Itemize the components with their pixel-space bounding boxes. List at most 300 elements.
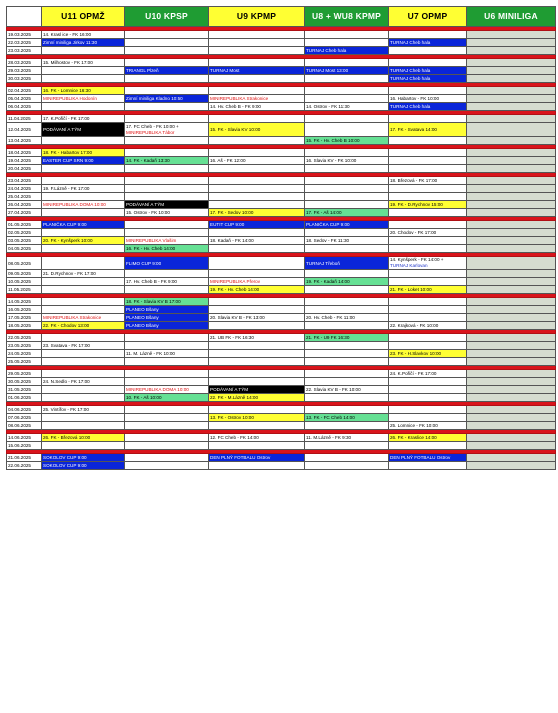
event-cell-u7-opmp[interactable]: 24. K.Pořičí - FK 17:00: [389, 370, 467, 378]
empty-cell-u6-miniliga: [467, 378, 556, 386]
empty-cell-u11-opmz: [42, 245, 125, 253]
empty-cell-u8-wu8-kpmp: [305, 123, 389, 137]
date-cell: 04.06.2025: [7, 406, 42, 414]
empty-cell-u8-wu8-kpmp: [305, 87, 389, 95]
column-header-u8-wu8-kpmp: U8 + WU8 KPMP: [305, 7, 389, 27]
empty-cell-u9-kpmp: [209, 31, 305, 39]
schedule-row: [7, 342, 556, 350]
date-cell: 11.05.2025: [7, 286, 42, 294]
date-cell: 01.06.2025: [7, 394, 42, 402]
empty-cell-u6-miniliga: [467, 201, 556, 209]
schedule-row: [7, 394, 556, 402]
date-cell: 16.05.2025: [7, 306, 42, 314]
event-cell-u9-kpmp[interactable]: PODÁVANÍ A TÝM: [209, 386, 305, 394]
date-cell: 21.06.2025: [7, 454, 42, 462]
event-cell-u9-kpmp[interactable]: 16. Aš - FK 12:00: [209, 157, 305, 165]
schedule-row: [7, 358, 556, 366]
schedule-row: [7, 193, 556, 201]
event-cell-u8-wu8-kpmp[interactable]: 16. Slavia KV - FK 10:00: [305, 157, 389, 165]
empty-cell-u9-kpmp: [209, 257, 305, 270]
event-cell-u11-opmz[interactable]: 21. D.Rychnov - FK 17:00: [42, 270, 125, 278]
event-cell-u7-opmp[interactable]: 22. Krajková - FK 10:00: [389, 322, 467, 330]
event-cell-u9-kpmp[interactable]: 21. UB FK - FK 16:30: [209, 334, 305, 342]
date-cell: 10.05.2025: [7, 278, 42, 286]
empty-cell-u9-kpmp: [209, 47, 305, 55]
empty-cell-u6-miniliga: [467, 334, 556, 342]
event-cell-u11-opmz[interactable]: 14. Krasl ice - FK 16:00: [42, 31, 125, 39]
empty-cell-u7-opmp: [389, 165, 467, 173]
empty-cell-u9-kpmp: [209, 177, 305, 185]
empty-cell-u11-opmz: [42, 229, 125, 237]
empty-cell-u10-kpsp: [125, 221, 209, 229]
empty-cell-u11-opmz: [42, 286, 125, 294]
empty-cell-u8-wu8-kpmp: [305, 165, 389, 173]
event-cell-u7-opmp[interactable]: 17. FK - Svatava 14:00: [389, 123, 467, 137]
event-cell-u11-opmz[interactable]: Zimní miniliga Jirkov 11:30: [42, 39, 125, 47]
empty-cell-u7-opmp: [389, 386, 467, 394]
empty-cell-u8-wu8-kpmp: [305, 201, 389, 209]
empty-cell-u7-opmp: [389, 442, 467, 450]
event-cell-u11-opmz[interactable]: EASTER CUP SRN 9:00: [42, 157, 125, 165]
empty-cell-u8-wu8-kpmp: [305, 350, 389, 358]
empty-cell-u9-kpmp: [209, 406, 305, 414]
empty-cell-u8-wu8-kpmp: [305, 394, 389, 402]
event-cell-u10-kpsp[interactable]: Zimní miniliga Kladno 10:50: [125, 95, 209, 103]
empty-cell-u10-kpsp: [125, 39, 209, 47]
empty-cell-u8-wu8-kpmp: [305, 270, 389, 278]
schedule-row: [7, 237, 556, 245]
empty-cell-u10-kpsp: [125, 414, 209, 422]
empty-cell-u8-wu8-kpmp: [305, 342, 389, 350]
empty-cell-u6-miniliga: [467, 245, 556, 253]
event-cell-u11-opmz[interactable]: PODÁVANÍ A TÝM: [42, 123, 125, 137]
event-cell-u11-opmz[interactable]: PLANIČKA CUP 9:00: [42, 221, 125, 229]
empty-cell-u8-wu8-kpmp: [305, 185, 389, 193]
empty-cell-u9-kpmp: [209, 298, 305, 306]
schedule-row: [7, 209, 556, 217]
empty-cell-u8-wu8-kpmp: [305, 245, 389, 253]
event-cell-u10-kpsp[interactable]: PLANEO Bšany: [125, 322, 209, 330]
empty-cell-u9-kpmp: [209, 165, 305, 173]
schedule-row: [7, 314, 556, 322]
empty-cell-u6-miniliga: [467, 47, 556, 55]
empty-cell-u7-opmp: [389, 221, 467, 229]
event-cell-u8-wu8-kpmp[interactable]: TURNAJ Třeboň: [305, 257, 389, 270]
schedule-row: [7, 87, 556, 95]
date-cell: 09.05.2025: [7, 270, 42, 278]
empty-cell-u10-kpsp: [125, 87, 209, 95]
event-cell-u9-kpmp[interactable]: 17. FK - Sedov 10:00: [209, 209, 305, 217]
date-cell: 22.03.2025: [7, 39, 42, 47]
date-cell: 07.06.2025: [7, 414, 42, 422]
event-cell-u9-kpmp[interactable]: MINIREPUBLIKA Strakonice: [209, 95, 305, 103]
date-cell: 19.03.2025: [7, 31, 42, 39]
event-cell-u9-kpmp[interactable]: 19. FK - Hv. Cheb 14:00: [209, 286, 305, 294]
empty-cell-u11-opmz: [42, 358, 125, 366]
event-cell-u11-opmz[interactable]: MINIREPUBLIKA Strakonice: [42, 314, 125, 322]
event-cell-u9-kpmp[interactable]: DEN PLNÝ FOTBALU Ostrov: [209, 454, 305, 462]
empty-cell-u6-miniliga: [467, 422, 556, 430]
empty-cell-u10-kpsp: [125, 454, 209, 462]
event-cell-u10-kpsp[interactable]: PLANEO Bšany: [125, 314, 209, 322]
empty-cell-u6-miniliga: [467, 75, 556, 83]
empty-cell-u7-opmp: [389, 209, 467, 217]
schedule-row: [7, 434, 556, 442]
event-cell-u11-opmz[interactable]: MINIREPUBLIKA DOMA 10:00: [42, 201, 125, 209]
event-cell-u11-opmz[interactable]: 15. Milhostov - FK 17:00: [42, 59, 125, 67]
event-cell-u10-kpsp[interactable]: 10. FK - Aš 10:00: [125, 394, 209, 402]
empty-cell-u7-opmp: [389, 47, 467, 55]
date-cell: 11.04.2025: [7, 115, 42, 123]
empty-cell-u7-opmp: [389, 59, 467, 67]
empty-cell-u8-wu8-kpmp: [305, 149, 389, 157]
event-cell-u11-opmz[interactable]: MINIREPUBLIKA Hodonín: [42, 95, 125, 103]
column-header-u10-kpsp: U10 KPSP: [125, 7, 209, 27]
event-cell-u8-wu8-kpmp[interactable]: 21. FK - U9 FK 16:30: [305, 334, 389, 342]
empty-cell-u9-kpmp: [209, 87, 305, 95]
event-cell-u11-opmz[interactable]: SOKOLOV CUP 9:00: [42, 462, 125, 470]
empty-cell-u7-opmp: [389, 414, 467, 422]
schedule-row: [7, 201, 556, 209]
date-cell: 24.04.2025: [7, 185, 42, 193]
event-cell-u8-wu8-kpmp[interactable]: 11. M.Lázně - FK 9:30: [305, 434, 389, 442]
empty-cell-u6-miniliga: [467, 31, 556, 39]
schedule-row: [7, 334, 556, 342]
empty-cell-u7-opmp: [389, 270, 467, 278]
empty-cell-u6-miniliga: [467, 386, 556, 394]
empty-cell-u11-opmz: [42, 370, 125, 378]
empty-cell-u10-kpsp: [125, 47, 209, 55]
date-cell: 13.04.2025: [7, 137, 42, 145]
empty-cell-u6-miniliga: [467, 270, 556, 278]
event-line-2: MINIREPUBLIKA Tábor: [126, 129, 175, 135]
empty-cell-u8-wu8-kpmp: [305, 462, 389, 470]
empty-cell-u6-miniliga: [467, 314, 556, 322]
empty-cell-u6-miniliga: [467, 209, 556, 217]
empty-cell-u9-kpmp: [209, 378, 305, 386]
event-cell-u7-opmp[interactable]: 19. FK - D.Rychnov 15:00: [389, 201, 467, 209]
event-cell-u9-kpmp[interactable]: 20. Slavia KV B - FK 13:00: [209, 314, 305, 322]
empty-cell-u9-kpmp: [209, 75, 305, 83]
empty-cell-u9-kpmp: [209, 245, 305, 253]
empty-cell-u7-opmp: [389, 314, 467, 322]
event-cell-u9-kpmp[interactable]: 12. FC Cheb - FK 14:00: [209, 434, 305, 442]
schedule-row: [7, 378, 556, 386]
empty-cell-u11-opmz: [42, 177, 125, 185]
empty-cell-u11-opmz: [42, 257, 125, 270]
empty-cell-u7-opmp: [389, 334, 467, 342]
schedule-row: [7, 67, 556, 75]
schedule-row: [7, 221, 556, 229]
schedule-row: [7, 454, 556, 462]
schedule-row: [7, 370, 556, 378]
empty-cell-u11-opmz: [42, 47, 125, 55]
event-cell-u9-kpmp[interactable]: MINIREPUBLIKA Přerov: [209, 278, 305, 286]
event-cell-u11-opmz[interactable]: 25. Vintířov - FK 17:00: [42, 406, 125, 414]
empty-cell-u7-opmp: [389, 462, 467, 470]
event-cell-u9-kpmp[interactable]: 15. FK - Slavia KV 10:00: [209, 123, 305, 137]
date-cell: 06.04.2025: [7, 103, 42, 111]
event-cell-u8-wu8-kpmp[interactable]: TURNAJ Cheb hala: [305, 47, 389, 55]
empty-cell-u6-miniliga: [467, 229, 556, 237]
date-cell: 23.04.2025: [7, 177, 42, 185]
event-cell-u11-opmz[interactable]: 20. FK - Kynšperk 10:00: [42, 237, 125, 245]
event-cell-u10-kpsp[interactable]: 14. FK - Kadaň 13:30: [125, 157, 209, 165]
event-cell-u8-wu8-kpmp[interactable]: 20. Hv. Cheb - FK 11:00: [305, 314, 389, 322]
empty-cell-u7-opmp: [389, 137, 467, 145]
event-cell-u7-opmp[interactable]: 23. FK - H.Slavkov 10:00: [389, 350, 467, 358]
event-cell-u9-kpmp[interactable]: TURNAJ Most: [209, 67, 305, 75]
empty-cell-u10-kpsp: [125, 115, 209, 123]
empty-cell-u10-kpsp: [125, 149, 209, 157]
empty-cell-u6-miniliga: [467, 442, 556, 450]
event-cell-u10-kpsp[interactable]: MINIREPUBLIKA DOMA 10:00: [125, 386, 209, 394]
empty-cell-u10-kpsp: [125, 31, 209, 39]
empty-cell-u6-miniliga: [467, 322, 556, 330]
date-cell: 05.04.2025: [7, 95, 42, 103]
empty-cell-u7-opmp: [389, 278, 467, 286]
schedule-row: [7, 286, 556, 294]
event-cell-u9-kpmp[interactable]: 13. FK - Ostrov 10:00: [209, 414, 305, 422]
empty-cell-u8-wu8-kpmp: [305, 39, 389, 47]
event-cell-u11-opmz[interactable]: SOKOLOV CUP 9:00: [42, 454, 125, 462]
event-cell-u8-wu8-kpmp[interactable]: 13. FK - FC Cheb 14:00: [305, 414, 389, 422]
event-cell-u10-kpsp[interactable]: 11. M. Lázně - FK 10:00: [125, 350, 209, 358]
schedule-row: [7, 103, 556, 111]
event-cell-u10-kpsp[interactable]: PLANEO Bšany: [125, 306, 209, 314]
event-cell-u8-wu8-kpmp[interactable]: 15. FK - Hv. Cheb B 10:00: [305, 137, 389, 145]
empty-cell-u7-opmp: [389, 342, 467, 350]
schedule-row: [7, 157, 556, 165]
schedule-row: [7, 31, 556, 39]
event-cell-u7-opmp[interactable]: 26. FK - Kraslice 14:00: [389, 434, 467, 442]
event-cell-u7-opmp[interactable]: 21. FK - Loket 10:00: [389, 286, 467, 294]
empty-cell-u11-opmz: [42, 209, 125, 217]
schedule-row: [7, 59, 556, 67]
schedule-row: [7, 95, 556, 103]
event-cell-u7-opmp[interactable]: TURNAJ Cheb hala: [389, 75, 467, 83]
empty-cell-u6-miniliga: [467, 370, 556, 378]
date-cell: 12.04.2025: [7, 123, 42, 137]
column-header-u7-opmp: U7 OPMP: [389, 7, 467, 27]
event-line-1: 14. Kynšperk - FK 14:00 +: [390, 257, 444, 262]
event-cell-u7-opmp[interactable]: TURNAJ Cheb hala: [389, 39, 467, 47]
date-cell: 25.04.2025: [7, 193, 42, 201]
event-cell-u10-kpsp[interactable]: 17. Hv. Cheb B - FK 9:00: [125, 278, 209, 286]
empty-cell-u7-opmp: [389, 31, 467, 39]
event-cell-u10-kpsp[interactable]: PODÁVANÍ A TÝM: [125, 201, 209, 209]
empty-cell-u9-kpmp: [209, 39, 305, 47]
date-cell: 20.04.2025: [7, 165, 42, 173]
event-cell-u10-kpsp[interactable]: 15. Ostrov - FK 10:00: [125, 209, 209, 217]
date-cell: 30.05.2025: [7, 378, 42, 386]
empty-cell-u10-kpsp: [125, 406, 209, 414]
date-cell: 23.03.2025: [7, 47, 42, 55]
schedule-table: [6, 6, 556, 470]
event-cell-u11-opmz[interactable]: 19. F.Lázně - FK 17:00: [42, 185, 125, 193]
empty-cell-u6-miniliga: [467, 165, 556, 173]
column-header-u11-opmz: U11 OPMŽ: [42, 7, 125, 27]
event-cell-u10-kpsp[interactable]: 18. FK - Slavia KV B 17:00: [125, 298, 209, 306]
empty-cell-u10-kpsp: [125, 442, 209, 450]
empty-cell-u10-kpsp: [125, 177, 209, 185]
event-cell-u9-kpmp[interactable]: EUTIT CUP 9:00: [209, 221, 305, 229]
empty-cell-u8-wu8-kpmp: [305, 454, 389, 462]
empty-cell-u10-kpsp: [125, 462, 209, 470]
date-cell: 31.05.2025: [7, 386, 42, 394]
schedule-row: [7, 462, 556, 470]
empty-cell-u10-kpsp: [125, 103, 209, 111]
empty-cell-u10-kpsp: [125, 286, 209, 294]
event-cell-u11-opmz[interactable]: 16. FK - Lomnice 16:30: [42, 87, 125, 95]
event-cell-u8-wu8-kpmp[interactable]: TURNAJ Most 13:00: [305, 67, 389, 75]
event-cell-u8-wu8-kpmp[interactable]: 17. FK - Aš 14:00: [305, 209, 389, 217]
schedule-row: [7, 422, 556, 430]
empty-cell-u9-kpmp: [209, 306, 305, 314]
schedule-row: [7, 137, 556, 145]
empty-cell-u6-miniliga: [467, 257, 556, 270]
event-cell-u9-kpmp[interactable]: 18. Kadaň - FK 14:00: [209, 237, 305, 245]
header-row: [7, 7, 556, 27]
event-cell-u11-opmz[interactable]: 22. FK - Chodov 13:00: [42, 322, 125, 330]
event-cell-u8-wu8-kpmp[interactable]: 18. Sedov - FK 11:30: [305, 237, 389, 245]
date-cell: 24.05.2025: [7, 350, 42, 358]
schedule-row: [7, 165, 556, 173]
event-cell-u11-opmz[interactable]: 23. Svatava - FK 17:00: [42, 342, 125, 350]
empty-cell-u6-miniliga: [467, 39, 556, 47]
event-cell-u8-wu8-kpmp[interactable]: 14. Ostrov - FK 11:30: [305, 103, 389, 111]
empty-cell-u7-opmp: [389, 298, 467, 306]
event-cell-u7-opmp[interactable]: 18. Březová - FK 17:00: [389, 177, 467, 185]
date-cell: 28.03.2025: [7, 59, 42, 67]
event-cell-u9-kpmp[interactable]: 14. Hv. Cheb B - FK 9:00: [209, 103, 305, 111]
empty-cell-u9-kpmp: [209, 370, 305, 378]
date-cell: 08.05.2025: [7, 257, 42, 270]
empty-cell-u11-opmz: [42, 67, 125, 75]
empty-cell-u10-kpsp: [125, 342, 209, 350]
empty-cell-u9-kpmp: [209, 193, 305, 201]
event-cell-u11-opmz[interactable]: 18. FK - Habartov 17:00: [42, 149, 125, 157]
event-cell-u10-kpsp[interactable]: [125, 123, 209, 137]
date-cell: 29.05.2025: [7, 370, 42, 378]
schedule-row: [7, 177, 556, 185]
empty-cell-u7-opmp: [389, 245, 467, 253]
empty-cell-u7-opmp: [389, 378, 467, 386]
empty-cell-u11-opmz: [42, 394, 125, 402]
event-cell-u7-opmp[interactable]: 20. Chodov - FK 17:00: [389, 229, 467, 237]
event-cell-u8-wu8-kpmp[interactable]: 22. Slavia KV B - FK 10:00: [305, 386, 389, 394]
event-cell-u11-opmz[interactable]: 17. K.Pořičí - FK 17:00: [42, 115, 125, 123]
empty-cell-u9-kpmp: [209, 201, 305, 209]
schedule-row: [7, 39, 556, 47]
empty-cell-u10-kpsp: [125, 185, 209, 193]
empty-cell-u6-miniliga: [467, 394, 556, 402]
empty-cell-u10-kpsp: [125, 334, 209, 342]
empty-cell-u11-opmz: [42, 350, 125, 358]
empty-cell-u10-kpsp: [125, 422, 209, 430]
date-cell: 17.05.2025: [7, 314, 42, 322]
schedule-row: [7, 115, 556, 123]
date-cell: 22.06.2025: [7, 462, 42, 470]
empty-cell-u10-kpsp: [125, 75, 209, 83]
empty-cell-u6-miniliga: [467, 278, 556, 286]
empty-cell-u11-opmz: [42, 298, 125, 306]
date-cell: 14.06.2025: [7, 434, 42, 442]
empty-cell-u9-kpmp: [209, 149, 305, 157]
empty-cell-u10-kpsp: [125, 193, 209, 201]
header-corner: [7, 7, 42, 27]
empty-cell-u6-miniliga: [467, 193, 556, 201]
empty-cell-u7-opmp: [389, 87, 467, 95]
empty-cell-u7-opmp: [389, 115, 467, 123]
empty-cell-u8-wu8-kpmp: [305, 31, 389, 39]
empty-cell-u10-kpsp: [125, 270, 209, 278]
empty-cell-u6-miniliga: [467, 123, 556, 137]
empty-cell-u6-miniliga: [467, 454, 556, 462]
event-cell-u10-kpsp[interactable]: 16. FK - Hv. Cheb 14:00: [125, 245, 209, 253]
empty-cell-u7-opmp: [389, 306, 467, 314]
empty-cell-u6-miniliga: [467, 185, 556, 193]
empty-cell-u6-miniliga: [467, 462, 556, 470]
event-cell-u11-opmz[interactable]: 24. N.Sedlo - FK 17:00: [42, 378, 125, 386]
empty-cell-u6-miniliga: [467, 221, 556, 229]
event-cell-u11-opmz[interactable]: 26. FK - Březová 10:00: [42, 434, 125, 442]
empty-cell-u6-miniliga: [467, 306, 556, 314]
empty-cell-u6-miniliga: [467, 434, 556, 442]
event-cell-u7-opmp[interactable]: 25. Lomnice - FK 10:00: [389, 422, 467, 430]
date-cell: 25.05.2025: [7, 358, 42, 366]
event-cell-u10-kpsp[interactable]: MINIREPUBLIKA Vlašim: [125, 237, 209, 245]
event-cell-u8-wu8-kpmp[interactable]: PLANIČKA CUP 9:00: [305, 221, 389, 229]
empty-cell-u10-kpsp: [125, 137, 209, 145]
empty-cell-u8-wu8-kpmp: [305, 229, 389, 237]
column-header-u9-kpmp: U9 KPMP: [209, 7, 305, 27]
event-cell-u10-kpsp[interactable]: FLIMO CUP 9:00: [125, 257, 209, 270]
empty-cell-u10-kpsp: [125, 59, 209, 67]
event-cell-u10-kpsp[interactable]: TRIANGL Plzeň: [125, 67, 209, 75]
date-cell: 19.04.2025: [7, 157, 42, 165]
date-cell: 29.03.2025: [7, 67, 42, 75]
event-cell-u7-opmp[interactable]: TURNAJ Cheb hala: [389, 67, 467, 75]
date-cell: 18.04.2025: [7, 149, 42, 157]
event-cell-u7-opmp[interactable]: DEN PLNÝ FOTBALU Ostrov: [389, 454, 467, 462]
schedule-row: [7, 278, 556, 286]
schedule-row: [7, 229, 556, 237]
empty-cell-u8-wu8-kpmp: [305, 422, 389, 430]
empty-cell-u9-kpmp: [209, 270, 305, 278]
event-cell-u7-opmp[interactable]: TURNAJ Cheb hala: [389, 103, 467, 111]
empty-cell-u11-opmz: [42, 193, 125, 201]
schedule-row: [7, 298, 556, 306]
empty-cell-u11-opmz: [42, 278, 125, 286]
empty-cell-u8-wu8-kpmp: [305, 306, 389, 314]
empty-cell-u8-wu8-kpmp: [305, 378, 389, 386]
date-cell: 26.04.2025: [7, 201, 42, 209]
date-cell: 27.04.2025: [7, 209, 42, 217]
empty-cell-u11-opmz: [42, 165, 125, 173]
event-cell-u7-opmp[interactable]: [389, 257, 467, 270]
empty-cell-u11-opmz: [42, 442, 125, 450]
schedule-row: [7, 47, 556, 55]
event-cell-u9-kpmp[interactable]: 22. FK - M.Lázně 14:00: [209, 394, 305, 402]
empty-cell-u9-kpmp: [209, 422, 305, 430]
empty-cell-u9-kpmp: [209, 137, 305, 145]
empty-cell-u8-wu8-kpmp: [305, 59, 389, 67]
empty-cell-u9-kpmp: [209, 229, 305, 237]
event-cell-u7-opmp[interactable]: 16. Habartov - FK 10:00: [389, 95, 467, 103]
empty-cell-u6-miniliga: [467, 95, 556, 103]
event-cell-u8-wu8-kpmp[interactable]: 19. FK - Kadaň 14:00: [305, 278, 389, 286]
